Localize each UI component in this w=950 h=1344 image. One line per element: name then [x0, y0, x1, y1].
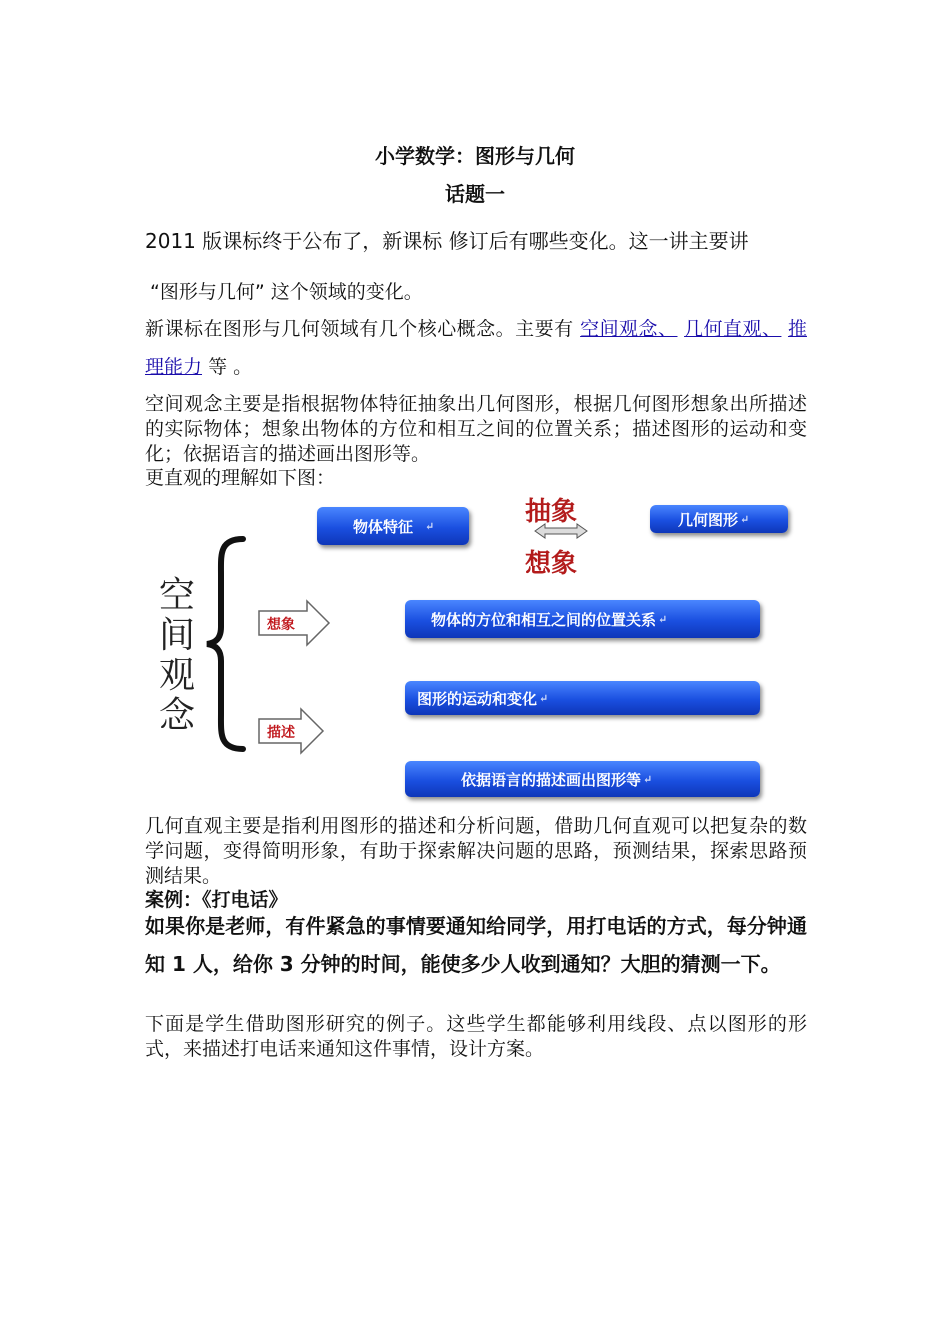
- box-draw-from-language: 依据语言的描述画出图形等 ↵: [405, 761, 760, 797]
- space-concept-paragraph: 空间观念主要是指根据物体特征抽象出几何图形，根据几何图形想象出所描述的实际物体；想象出物体的方位和相互之间的位置关系；描述图形的运动和变化；依据语言的描述画出图形等。: [145, 393, 807, 465]
- concepts-prefix: 新课标在图形与几何领域有几个核心概念。主要有: [145, 318, 574, 340]
- vertical-char-3: 观: [159, 655, 196, 696]
- vertical-char-2: 间: [159, 615, 196, 656]
- link-geometric-intuition[interactable]: 几何直观、: [684, 318, 782, 340]
- geometric-intuition-paragraph: 几何直观主要是指利用图形的描述和分析问题，借助几何直观可以把复杂的数学问题，变得简明形象，有助于探索解决问题的思路，预测结果，探索思路预测结果。: [145, 815, 807, 887]
- box-motion-change: 图形的运动和变化 ↵: [405, 681, 760, 715]
- box-object-features: 物体特征 ↵: [317, 507, 469, 545]
- intro-line-1: 2011 版课标终于公布了，新课标 修订后有哪些变化。这一讲主要讲: [145, 229, 749, 253]
- imagine-word: 想象: [525, 549, 578, 579]
- curly-brace-icon: [203, 535, 247, 753]
- link-space-concept[interactable]: 空间观念、: [580, 318, 678, 340]
- link-reasoning-ability[interactable]: 推理能力: [145, 318, 807, 378]
- box-position-relations: 物体的方位和相互之间的位置关系 ↵: [405, 600, 760, 638]
- space-concept-diagram: [145, 495, 807, 805]
- page-title: 小学数学：图形与几何: [375, 144, 575, 168]
- arrow-label-describe: 描述: [267, 725, 295, 741]
- abstract-word: 抽象: [525, 497, 578, 527]
- intro-line-2: “图形与几何” 这个领域的变化。: [150, 281, 423, 303]
- page-subtitle: 话题一: [445, 182, 505, 206]
- figure-intro: 更直观的理解如下图：: [145, 467, 336, 489]
- double-arrow-icon: [533, 523, 589, 539]
- final-paragraph: 下面是学生借助图形研究的例子。这些学生都能够利用线段、点以图形的形式，来描述打电话来通知这件事情，设计方案。: [145, 1013, 807, 1060]
- case-title: 案例：《打电话》: [145, 889, 288, 911]
- vertical-char-4: 念: [159, 695, 196, 736]
- concepts-paragraph: [145, 310, 807, 386]
- arrow-label-imagine: 想象: [267, 617, 295, 633]
- box-geometric-figures: 几何图形 ↵: [650, 505, 788, 533]
- case-body: 如果你是老师，有件紧急的事情要通知给同学，用打电话的方式，每分钟通知 1 人，给你 3 分钟的时间，能使多少人收到通知？大胆的猜测一下。: [145, 914, 807, 976]
- vertical-char-1: 空: [159, 575, 196, 616]
- concepts-suffix: 等 。: [208, 356, 253, 378]
